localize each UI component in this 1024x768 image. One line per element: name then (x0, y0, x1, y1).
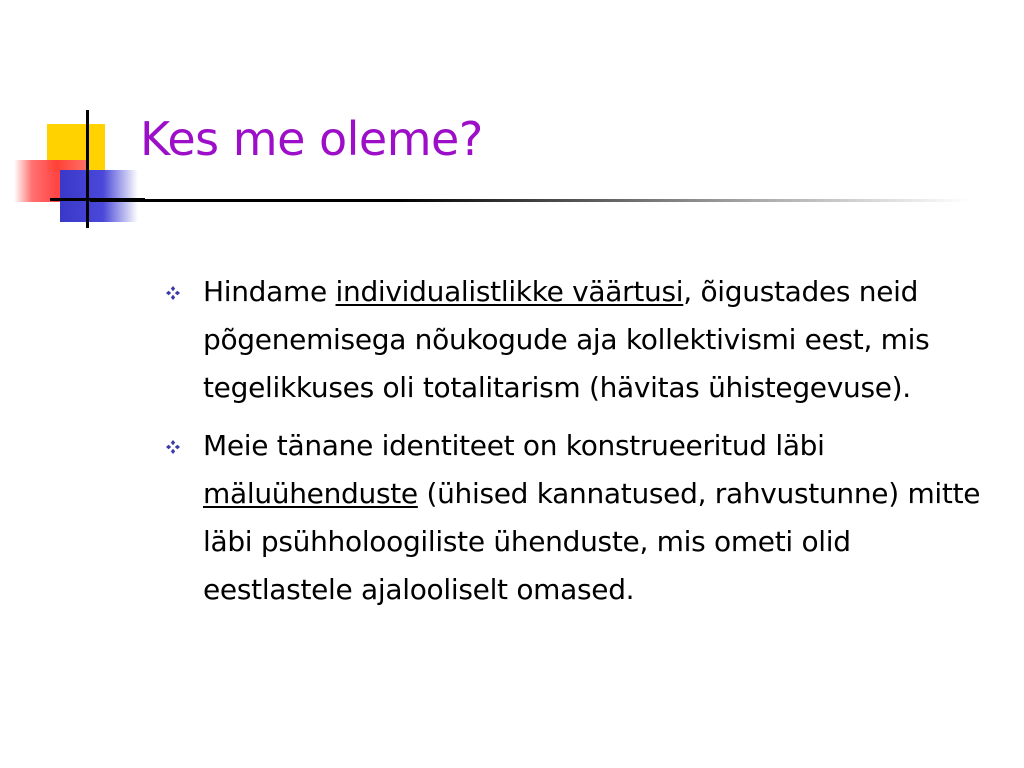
bullet-item (166, 422, 1006, 614)
bullet-list (166, 268, 1006, 624)
bullet-text: (ühised kannatused, rahvustunne) mitte läbi psühholoogiliste ühenduste, mis ometi olid eestlastele ajalooliselt omased. (203, 477, 981, 606)
bullet-underlined-text: individualistlikke väärtusi (335, 275, 684, 308)
bullet-item (166, 268, 1006, 412)
bullet-text: Meie tänane identiteet on konstrueeritud läbi (203, 429, 825, 462)
logo-graphic (0, 0, 150, 240)
title-divider (90, 199, 970, 202)
bullet-text: , õigustades neid põgenemisega nõukogude aja kollektivismi eest, mis tegelikkuses oli totalitarism (hävitas ühistegevuse). (203, 275, 930, 404)
bullet-text: Hindame (203, 275, 336, 308)
four-diamond-icon (166, 440, 180, 454)
four-diamond-icon (166, 286, 180, 300)
logo-vertical-line (86, 110, 89, 228)
bullet-underlined-text: mäluühenduste (203, 477, 418, 510)
slide-title: Kes me oleme? (140, 112, 483, 166)
logo-blue-square (60, 170, 138, 222)
